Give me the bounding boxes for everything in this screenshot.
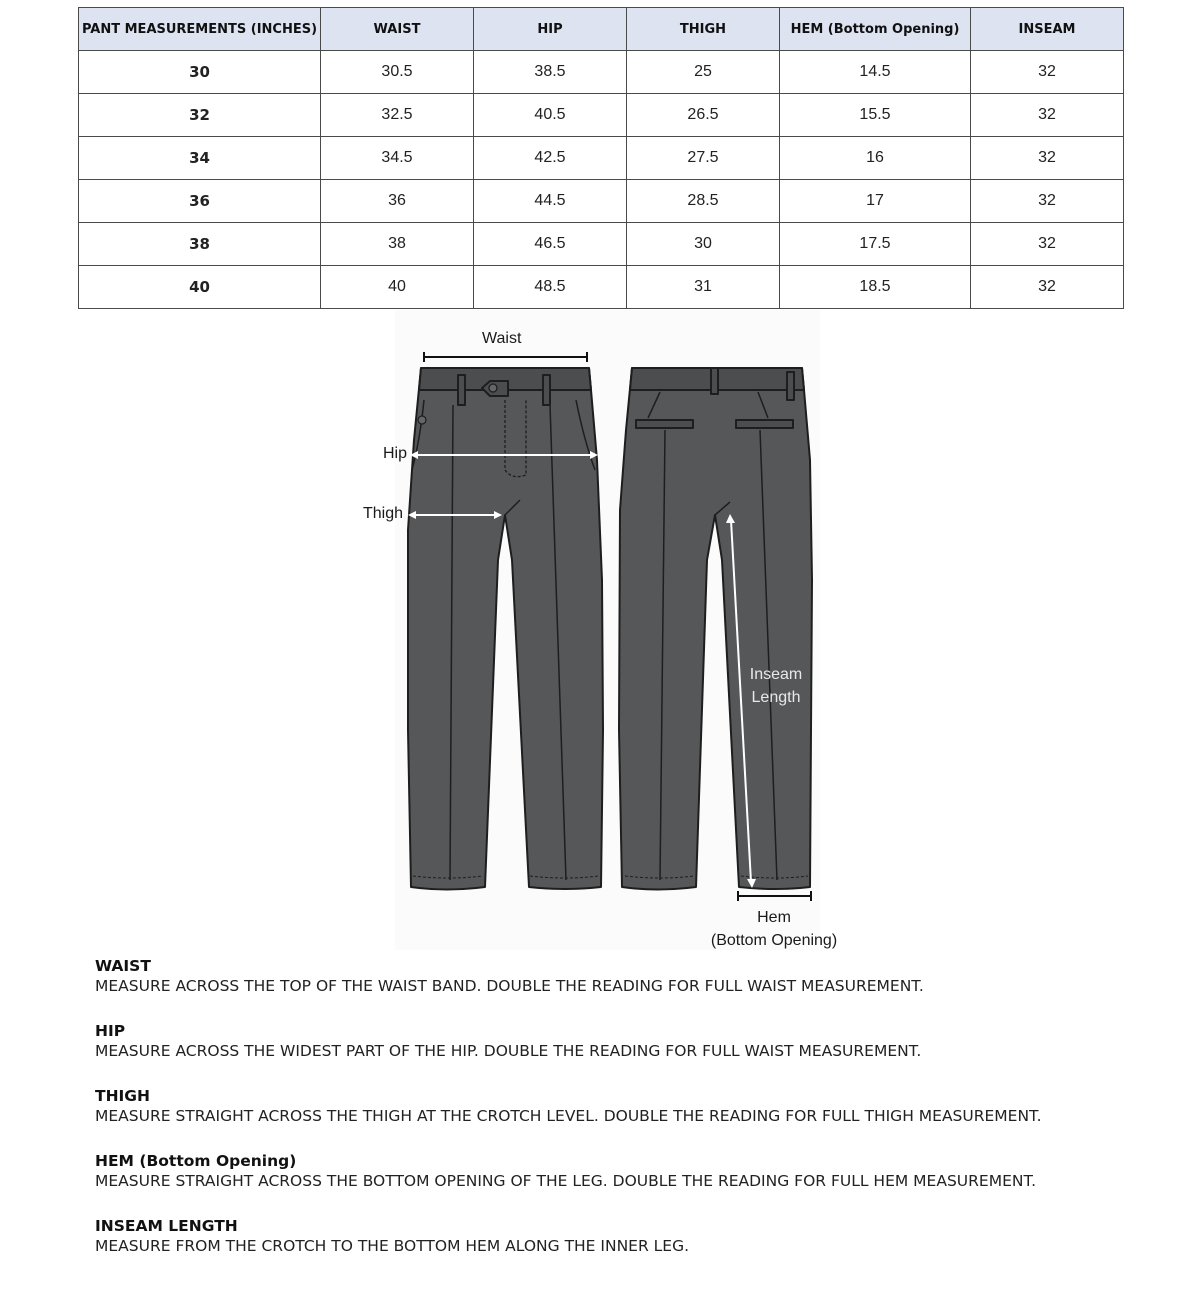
table-header-row	[79, 8, 1124, 51]
inseam-length-label: Inseam Length	[749, 666, 803, 706]
pants-illustration	[340, 310, 860, 950]
definition-text: MEASURE ACROSS THE TOP OF THE WAIST BAND. DOUBLE THE READING FOR FULL WAIST MEASUREMENT.	[95, 977, 924, 995]
inseam-cell: 32	[971, 51, 1124, 94]
definition-text: MEASURE STRAIGHT ACROSS THE THIGH AT THE CROTCH LEVEL. DOUBLE THE READING FOR FULL THIGH MEASUREMENT.	[95, 1107, 1042, 1125]
definition-term: INSEAM LENGTH	[95, 1217, 238, 1235]
size-cell: 36	[79, 180, 321, 223]
hem-cell: 14.5	[780, 51, 971, 94]
thigh-cell: 31	[627, 266, 780, 309]
size-cell: 30	[79, 51, 321, 94]
hem-cell: 18.5	[780, 266, 971, 309]
column-header-inseam: INSEAM	[971, 8, 1124, 51]
definition-term: WAIST	[95, 957, 151, 975]
table-row	[79, 137, 1124, 180]
waist-label: Waist	[482, 330, 522, 347]
waist-cell: 30.5	[321, 51, 474, 94]
back-pocket-right	[736, 420, 793, 428]
definition-text: MEASURE ACROSS THE WIDEST PART OF THE HIP. DOUBLE THE READING FOR FULL WAIST MEASUREMENT.	[95, 1042, 922, 1060]
belt-loop	[458, 375, 465, 405]
definition-inseam	[95, 1216, 1175, 1257]
size-cell: 40	[79, 266, 321, 309]
table-row	[79, 223, 1124, 266]
waist-cell: 34.5	[321, 137, 474, 180]
thigh-cell: 28.5	[627, 180, 780, 223]
column-header-thigh: THIGH	[627, 8, 780, 51]
hem-cell: 17.5	[780, 223, 971, 266]
definition-hem	[95, 1151, 1175, 1192]
hip-cell: 46.5	[474, 223, 627, 266]
waist-cell: 38	[321, 223, 474, 266]
hip-cell: 42.5	[474, 137, 627, 180]
hip-cell: 44.5	[474, 180, 627, 223]
column-header-hem: HEM (Bottom Opening)	[780, 8, 971, 51]
measurement-instructions	[95, 956, 1175, 1281]
thigh-cell: 27.5	[627, 137, 780, 180]
thigh-cell: 26.5	[627, 94, 780, 137]
definition-thigh	[95, 1086, 1175, 1127]
definition-hip	[95, 1021, 1175, 1062]
hip-cell: 48.5	[474, 266, 627, 309]
inseam-cell: 32	[971, 137, 1124, 180]
hem-cell: 16	[780, 137, 971, 180]
definition-text: MEASURE STRAIGHT ACROSS THE BOTTOM OPENING OF THE LEG. DOUBLE THE READING FOR FULL HEM MEASUREMENT.	[95, 1172, 1037, 1190]
column-header-waist: WAIST	[321, 8, 474, 51]
column-header-hip: HIP	[474, 8, 627, 51]
hip-cell: 40.5	[474, 94, 627, 137]
back-pocket-left	[636, 420, 693, 428]
definition-term: HEM (Bottom Opening)	[95, 1152, 297, 1170]
inseam-cell: 32	[971, 266, 1124, 309]
hip-label: Hip	[383, 445, 408, 462]
size-chart-table	[78, 7, 1124, 309]
thigh-label: Thigh	[363, 505, 404, 522]
thigh-cell: 30	[627, 223, 780, 266]
column-header-size: PANT MEASUREMENTS (INCHES)	[79, 8, 321, 51]
waist-cell: 36	[321, 180, 474, 223]
hem-cell: 17	[780, 180, 971, 223]
pants-measurement-diagram	[340, 310, 860, 950]
definition-text: MEASURE FROM THE CROTCH TO THE BOTTOM HEM ALONG THE INNER LEG.	[95, 1237, 690, 1255]
definition-term: HIP	[95, 1022, 126, 1040]
thigh-cell: 25	[627, 51, 780, 94]
size-cell: 32	[79, 94, 321, 137]
belt-loop	[543, 375, 550, 405]
hip-cell: 38.5	[474, 51, 627, 94]
belt-loop	[711, 368, 718, 394]
size-cell: 38	[79, 223, 321, 266]
size-cell: 34	[79, 137, 321, 180]
table-row	[79, 94, 1124, 137]
table-row	[79, 51, 1124, 94]
coin-pocket-button	[418, 416, 426, 424]
table-row	[79, 180, 1124, 223]
inseam-cell: 32	[971, 180, 1124, 223]
hem-cell: 15.5	[780, 94, 971, 137]
inseam-cell: 32	[971, 94, 1124, 137]
hem-label: Hem (Bottom Opening)	[710, 909, 838, 949]
waist-button	[489, 384, 497, 392]
waist-cell: 40	[321, 266, 474, 309]
table-row	[79, 266, 1124, 309]
definition-term: THIGH	[95, 1087, 151, 1105]
definition-waist	[95, 956, 1175, 997]
inseam-cell: 32	[971, 223, 1124, 266]
belt-loop	[787, 372, 794, 400]
waist-cell: 32.5	[321, 94, 474, 137]
